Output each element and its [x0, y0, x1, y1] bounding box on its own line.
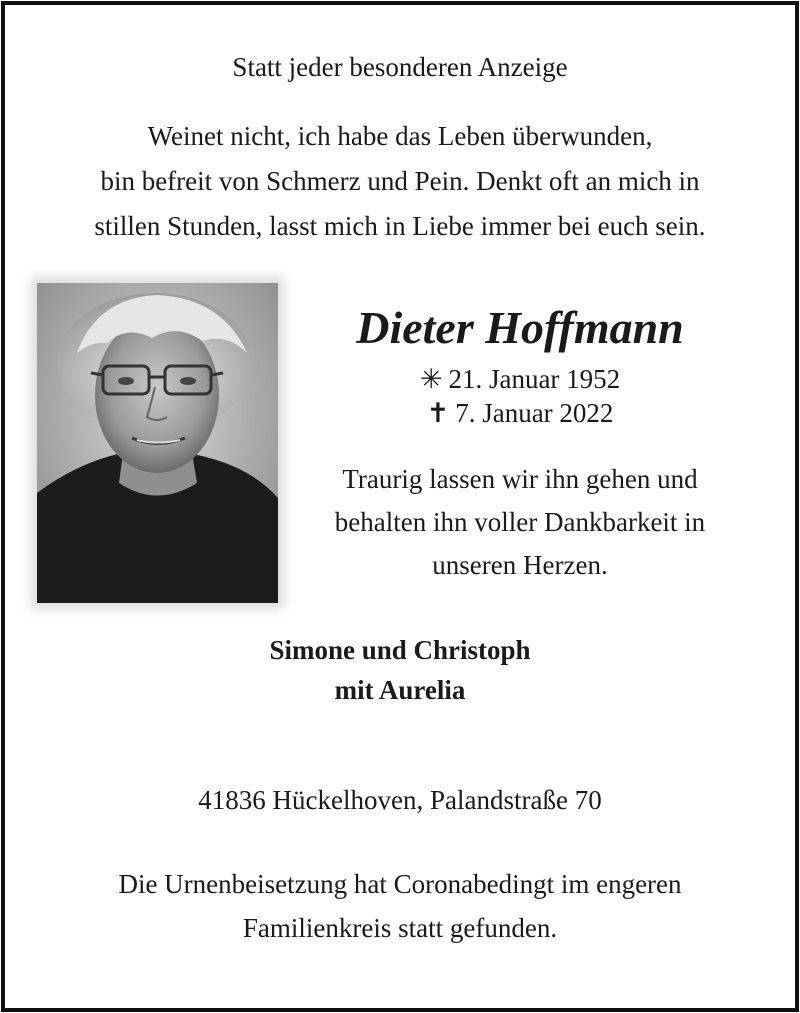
death-cross-icon: ✝: [426, 398, 450, 428]
burial-note: [0, 862, 800, 950]
poem-line: bin befreit von Schmerz und Pein. Denkt oft an mich in: [100, 166, 700, 196]
death-date: 7. Januar 2022: [455, 398, 614, 428]
birth-date-line: [290, 362, 750, 396]
family-names: Simone und Christoph: [269, 635, 531, 665]
deceased-name: Dieter Hoffmann: [356, 302, 684, 353]
birth-star-icon: ✳: [419, 364, 443, 394]
mourning-line: Traurig lassen wir ihn gehen und: [342, 464, 698, 494]
poem-line: Weinet nicht, ich habe das Leben überwunden,: [147, 121, 653, 151]
portrait-photo: [37, 283, 278, 603]
birth-date: 21. Januar 1952: [448, 364, 621, 394]
family-names-2: mit Aurelia: [334, 675, 466, 705]
mourning-text: [290, 458, 750, 587]
mourning-line: behalten ihn voller Dankbarkeit in: [334, 507, 706, 537]
poem-line: stillen Stunden, lasst mich in Liebe immer bei euch sein.: [94, 211, 706, 241]
portrait-image: [37, 283, 278, 603]
poem: [0, 114, 800, 249]
address: 41836 Hückelhoven, Palandstraße 70: [198, 785, 602, 815]
mourning-line: unseren Herzen.: [432, 550, 608, 580]
burial-line: Familienkreis statt gefunden.: [242, 913, 558, 943]
intro-line: Statt jeder besonderen Anzeige: [232, 52, 568, 82]
death-date-line: [290, 396, 750, 430]
burial-line: Die Urnenbeisetzung hat Coronabedingt im engeren: [118, 869, 682, 899]
portrait-frame: [37, 283, 278, 603]
